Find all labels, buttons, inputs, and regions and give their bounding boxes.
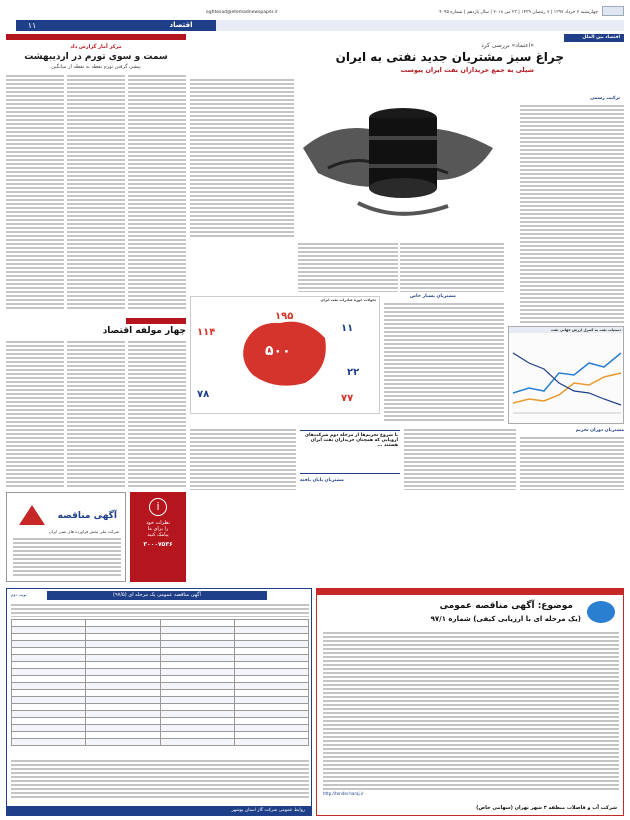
- tender-table-cell: [234, 704, 308, 711]
- tender-table-row: [12, 634, 309, 641]
- tender-table-cell: [86, 690, 160, 697]
- main-body-text-low-1: [384, 302, 504, 422]
- left-body-text-col-3: [128, 74, 186, 310]
- left-kicker: مرکز آمار گزارش داد: [70, 44, 122, 50]
- tender-table-cell: [12, 676, 86, 683]
- tender-table-cell: [160, 648, 234, 655]
- tender-table-cell: [234, 732, 308, 739]
- notice-ad-body: شرکت ملی پخش فراورده های نفتی ایران: [48, 529, 119, 534]
- tender-table-cell: [160, 739, 234, 746]
- tender-table-row: [12, 655, 309, 662]
- tender-table-row: [12, 669, 309, 676]
- tender-table-cell: [160, 676, 234, 683]
- tender-table-row: [12, 711, 309, 718]
- tender-table-cell: [234, 725, 308, 732]
- main-body-text-mid-2: [400, 242, 504, 292]
- quad-section-label: [126, 318, 186, 324]
- tender-table-cell: [160, 634, 234, 641]
- tender-table-row: [12, 648, 309, 655]
- tender-table-cell: [234, 662, 308, 669]
- tender-table-cell: [234, 683, 308, 690]
- newspaper-logo: [602, 6, 624, 16]
- column-head-4: مشتریان پایان یافته: [300, 478, 344, 483]
- notice-ad-text: [13, 537, 121, 577]
- oil-export-infographic: [190, 296, 380, 414]
- main-section-label: اقتصاد بین الملل: [564, 34, 624, 42]
- tender-table-cell: [12, 732, 86, 739]
- quad-title: چهار مولفه اقتصاد: [102, 326, 186, 336]
- tender-table-row: [12, 704, 309, 711]
- tender-right-title: موضوع: آگهی مناقصه عمومی: [439, 601, 573, 611]
- tender-right: [316, 588, 624, 816]
- tender-table-cell: [12, 627, 86, 634]
- column-head-1: ترکیب رسمی: [590, 96, 620, 101]
- tender-table-cell: [234, 627, 308, 634]
- quad-body-text-col-1: [6, 340, 64, 488]
- tender-left-intro: [11, 603, 309, 617]
- tender-table-cell: [160, 732, 234, 739]
- tender-table-cell: [234, 739, 308, 746]
- tender-table-cell: [160, 627, 234, 634]
- notice-ad: [6, 492, 126, 582]
- tender-table-cell: [234, 676, 308, 683]
- tender-table-row: [12, 683, 309, 690]
- tender-table-cell: [12, 648, 86, 655]
- section-title: اقتصاد: [146, 20, 216, 31]
- tender-table-cell: [86, 683, 160, 690]
- infographic-value-2: ۱۱۴: [197, 327, 216, 338]
- tender-table-cell: [12, 690, 86, 697]
- sms-feedback-box: [130, 492, 186, 582]
- left-title: سمت و سوی تورم در اردیبهشت: [24, 52, 168, 62]
- tender-table-cell: [234, 697, 308, 704]
- infographic-value-4: ۲۲: [347, 367, 360, 378]
- tender-left: [6, 588, 312, 816]
- tender-right-footer: شرکت آب و فاضلاب منطقه ۳ شهر تهران (سهامی خاص): [476, 805, 617, 811]
- tender-right-url: http://tender.haraj.ir: [323, 791, 364, 796]
- main-kicker: «اعتماد» بررسی کرد: [481, 42, 534, 49]
- tender-table-cell: [86, 655, 160, 662]
- tender-table-cell: [234, 711, 308, 718]
- oil-chart-title: دستیاب نفت به کنترل ارزش جهانی نفت: [509, 327, 623, 333]
- date-line: چهارشنبه ۲ خرداد ۱۳۹۷ | ۷ رمضان ۱۴۳۹ | ۲۳ می ۲۰۱۸ | سال یازدهم | شماره ۴۰۹۵: [439, 10, 598, 15]
- tender-table-cell: [234, 655, 308, 662]
- tender-table-cell: [86, 718, 160, 725]
- tender-table-cell: [12, 620, 86, 627]
- tender-table-row: [12, 690, 309, 697]
- tender-table-cell: [12, 711, 86, 718]
- header-band: [216, 20, 624, 31]
- main-body-text-bottom-2: [404, 428, 516, 490]
- tender-table-cell: [86, 739, 160, 746]
- tender-table-cell: [160, 725, 234, 732]
- tender-left-footer: روابط عمومی شرکت گاز استان بوشهر: [7, 806, 311, 815]
- oil-barrel-photo: [298, 78, 498, 238]
- tender-right-banner: [317, 589, 623, 595]
- tender-table-cell: [86, 634, 160, 641]
- page-header: [6, 6, 624, 32]
- infographic-value-5: ۷۸: [197, 389, 210, 400]
- main-title: چراغ سبز مشتریان جدید نفتی به ایران: [335, 50, 564, 64]
- tender-table-cell: [12, 683, 86, 690]
- tender-table-cell: [86, 648, 160, 655]
- tender-table-cell: [160, 641, 234, 648]
- infographic-value-6: ۷۷: [341, 393, 354, 404]
- quad-article: [6, 318, 186, 488]
- tender-table-cell: [86, 641, 160, 648]
- tender-table-row: [12, 627, 309, 634]
- tender-table-cell: [234, 641, 308, 648]
- tender-table-row: [12, 718, 309, 725]
- tender-table-cell: [234, 648, 308, 655]
- tender-table-cell: [160, 655, 234, 662]
- tender-table-cell: [234, 634, 308, 641]
- left-body-text-col-1: [6, 74, 64, 310]
- infographic-value-1: ۱۹۵: [275, 311, 294, 322]
- editor-email: eghtesad@etemadnewspaper.ir: [206, 10, 278, 15]
- column-head-2: مشتریان بسیار خاص: [410, 294, 456, 299]
- tender-table-cell: [234, 690, 308, 697]
- tender-table-cell: [86, 676, 160, 683]
- column-head-3: مشتریان دوران تحریم: [575, 428, 624, 433]
- tender-table-cell: [234, 620, 308, 627]
- tender-table-cell: [86, 620, 160, 627]
- tender-left-notes: [11, 759, 309, 799]
- quad-body-text-col-2: [67, 340, 125, 488]
- main-subtitle: شیلی به جمع خریداران نفت ایران پیوست: [400, 66, 534, 74]
- left-section-label: [6, 34, 186, 40]
- infographic-value-3: ۱۱: [341, 323, 354, 334]
- tender-table-cell: [12, 662, 86, 669]
- tender-table-cell: [12, 655, 86, 662]
- main-body-text-mid-1: [298, 242, 398, 292]
- tender-table-cell: [12, 697, 86, 704]
- tender-table-cell: [160, 711, 234, 718]
- tender-table-cell: [12, 704, 86, 711]
- tender-table-cell: [86, 704, 160, 711]
- sms-line-3: پیامک کنید: [147, 532, 169, 538]
- left-article: [6, 34, 186, 314]
- tender-table-cell: [160, 669, 234, 676]
- infographic-big-value: ۵۰۰: [265, 343, 291, 359]
- tender-table-cell: [12, 725, 86, 732]
- notice-ad-title: آگهی مناقصه: [57, 511, 117, 521]
- oil-chart: [508, 326, 624, 424]
- tender-table-cell: [12, 634, 86, 641]
- tender-left-title: آگهی مناقصه عمومی یک مرحله ای (۹۷/۵): [47, 591, 267, 600]
- header-band: [48, 20, 146, 31]
- main-body-text-left: [190, 78, 294, 238]
- tender-table-cell: [86, 725, 160, 732]
- tender-table-cell: [86, 627, 160, 634]
- tender-table-row: [12, 732, 309, 739]
- tender-table-cell: [86, 697, 160, 704]
- tender-table-cell: [160, 718, 234, 725]
- tender-table-cell: [160, 704, 234, 711]
- tender-table-cell: [86, 732, 160, 739]
- tender-table-row: [12, 641, 309, 648]
- tender-table-cell: [160, 697, 234, 704]
- tender-right-subtitle: (یک مرحله ای با ارزیابی کیفی) شماره ۹۷/۱: [430, 615, 581, 623]
- tender-table-row: [12, 620, 309, 627]
- page-number: ۱۱: [16, 20, 48, 31]
- tender-table-cell: [160, 690, 234, 697]
- water-company-logo: [587, 601, 615, 623]
- tender-table-cell: [12, 669, 86, 676]
- pull-quote: با شروع تحریم‌ها از مرحله دوم شرکت‌های اروپایی که همچنان خریداران نفت ایران هستند ...: [300, 430, 400, 474]
- tender-table-row: [12, 725, 309, 732]
- tender-table-cell: [12, 641, 86, 648]
- main-body-text-bottom-3: [190, 428, 296, 490]
- tender-table-row: [12, 697, 309, 704]
- tender-table-row: [12, 676, 309, 683]
- tender-table-cell: [160, 662, 234, 669]
- tender-table-cell: [160, 620, 234, 627]
- tender-table-cell: [86, 669, 160, 676]
- tender-table-cell: [234, 669, 308, 676]
- quad-body-text-col-3: [128, 340, 186, 488]
- infographic-title: تحولات حوزه صادرات نفت ایران: [320, 298, 376, 302]
- tender-right-body: [323, 631, 619, 791]
- sms-line-1: نظرات خود: [146, 520, 170, 526]
- sms-line-2: را برای ما: [147, 526, 169, 532]
- main-body-text-bottom-1: [520, 436, 624, 490]
- left-body-text-col-2: [67, 74, 125, 310]
- main-article: [190, 34, 624, 490]
- tender-left-table: [11, 619, 309, 746]
- tender-table-cell: [234, 718, 308, 725]
- tender-left-date: نوبت دوم: [11, 592, 27, 597]
- tender-table-cell: [86, 662, 160, 669]
- tender-table-cell: [12, 739, 86, 746]
- tender-table-row: [12, 739, 309, 746]
- tender-table-row: [12, 662, 309, 669]
- tender-table-cell: [160, 683, 234, 690]
- tender-table-cell: [12, 718, 86, 725]
- main-body-text-right: [520, 104, 624, 324]
- info-icon: i: [149, 498, 167, 516]
- left-subtitle: پیشی گرفتن تورم نقطه به نقطه از میانگین: [51, 64, 141, 70]
- tender-table-cell: [86, 711, 160, 718]
- sms-number: ۳۰۰۰۷۵۳۶: [143, 541, 173, 548]
